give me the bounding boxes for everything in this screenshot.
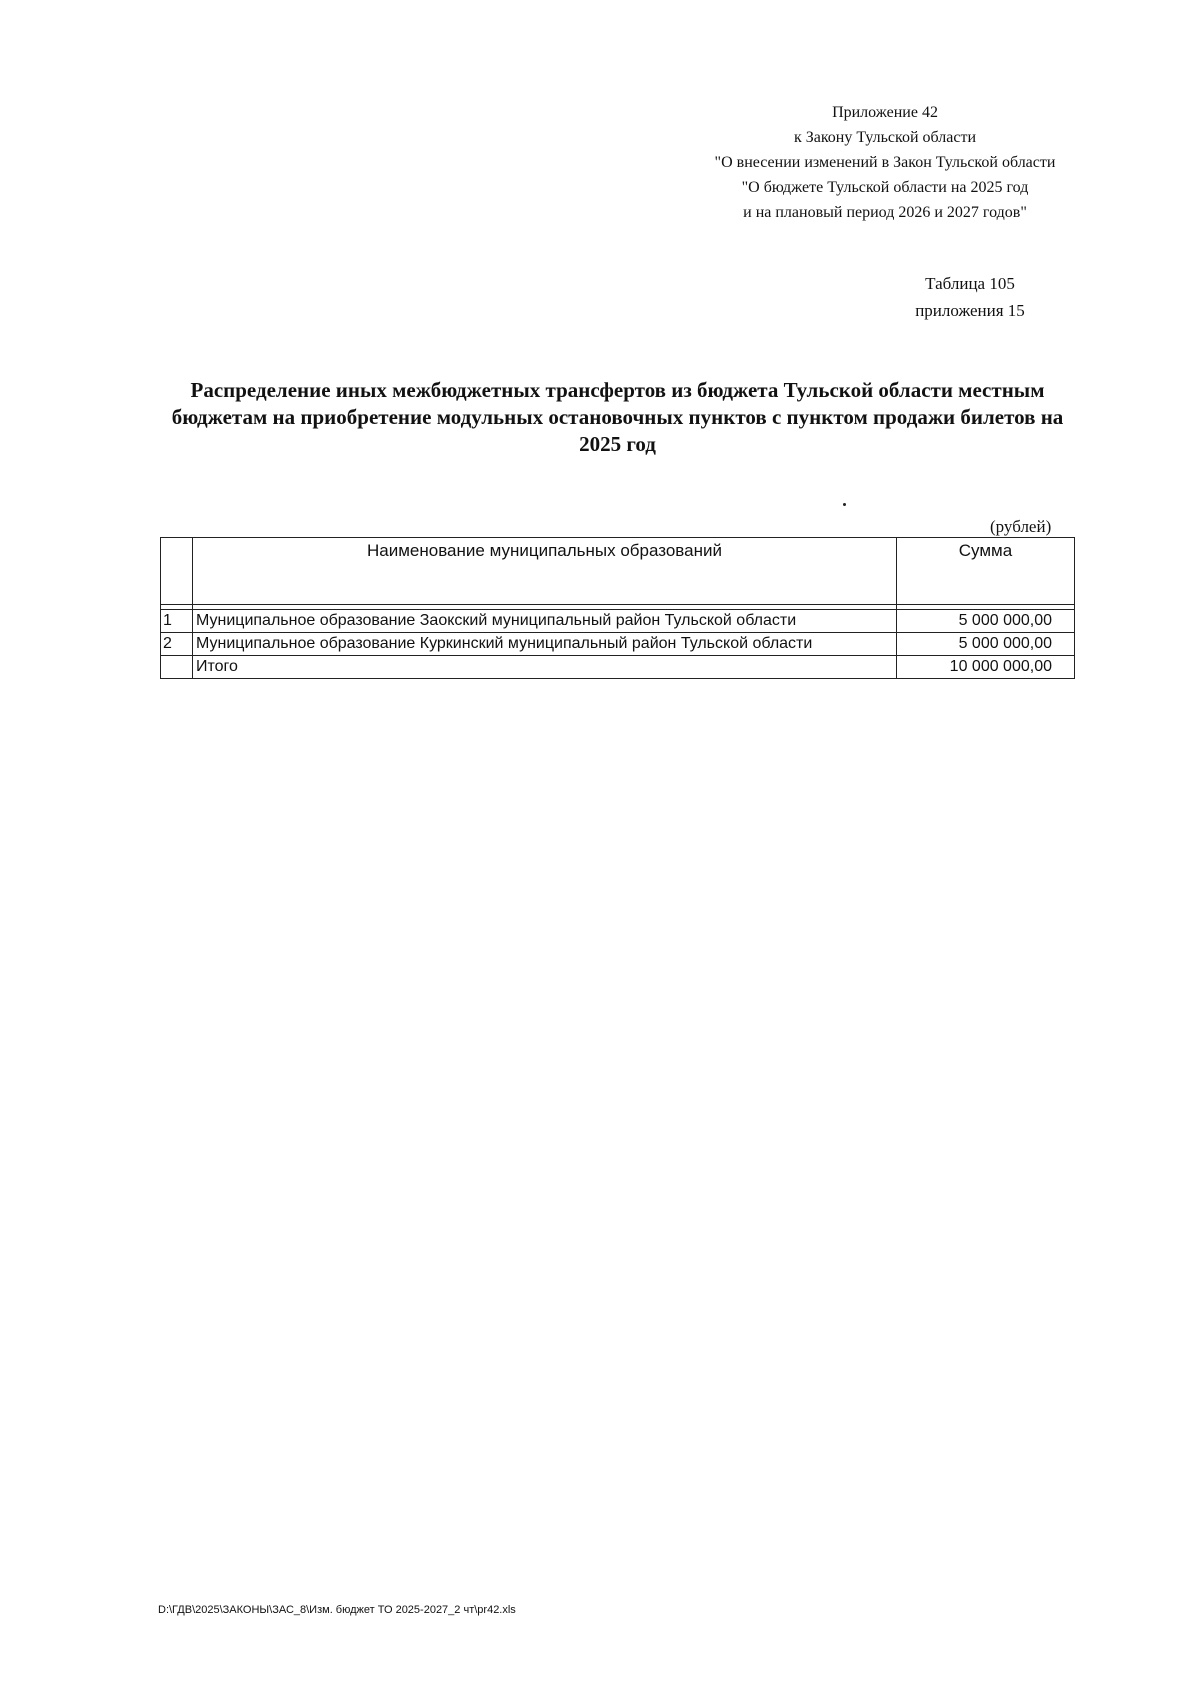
table-header-row [161, 538, 1075, 605]
appendix-law-title-3: и на плановый период 2026 и 2027 годов" [743, 204, 1027, 221]
total-sum: 10 000 000,00 [897, 656, 1075, 679]
row-sum: 5 000 000,00 [897, 610, 1075, 633]
table-row [161, 610, 1075, 633]
distribution-table [160, 537, 1075, 679]
row-number: 1 [161, 610, 193, 633]
row-municipality-name: Муниципальное образование Заокский муниципальный район Тульской области [193, 610, 897, 633]
table-appendix: приложения 15 [915, 301, 1025, 320]
row-municipality-name: Муниципальное образование Куркинский муниципальный район Тульской области [193, 633, 897, 656]
appendix-law-title-2: "О бюджете Тульской области на 2025 год [741, 179, 1029, 196]
document-title [150, 377, 1085, 458]
title-line-2: бюджетам на приобретение модульных остановочных пунктов с пунктом продажи билетов на [171, 405, 1064, 429]
table-total-row [161, 656, 1075, 679]
row-sum: 5 000 000,00 [897, 633, 1075, 656]
header-num-cell [161, 538, 193, 605]
table-number: Таблица 105 [925, 274, 1015, 293]
appendix-number: Приложение 42 [832, 104, 938, 121]
title-line-3: 2025 год [579, 432, 656, 456]
header-sum-cell: Сумма [897, 538, 1075, 605]
title-line-1: Распределение иных межбюджетных трансфертов из бюджета Тульской области местным [190, 378, 1045, 402]
total-label: Итого [193, 656, 897, 679]
appendix-header [690, 100, 1080, 225]
table-reference [900, 270, 1040, 324]
appendix-law-ref: к Закону Тульской области [793, 129, 977, 146]
appendix-law-title-1: "О внесении изменений в Закон Тульской области [714, 154, 1056, 171]
header-name-cell: Наименование муниципальных образований [193, 538, 897, 605]
stray-dot [843, 503, 846, 506]
table-row [161, 633, 1075, 656]
row-number: 2 [161, 633, 193, 656]
file-path-footer: D:\ГДВ\2025\ЗАКОНЫ\ЗАС_8\Изм. бюджет ТО 2025-2027_2 чт\pr42.xls [158, 1604, 516, 1616]
unit-label: (рублей) [990, 517, 1052, 536]
total-num-cell [161, 656, 193, 679]
